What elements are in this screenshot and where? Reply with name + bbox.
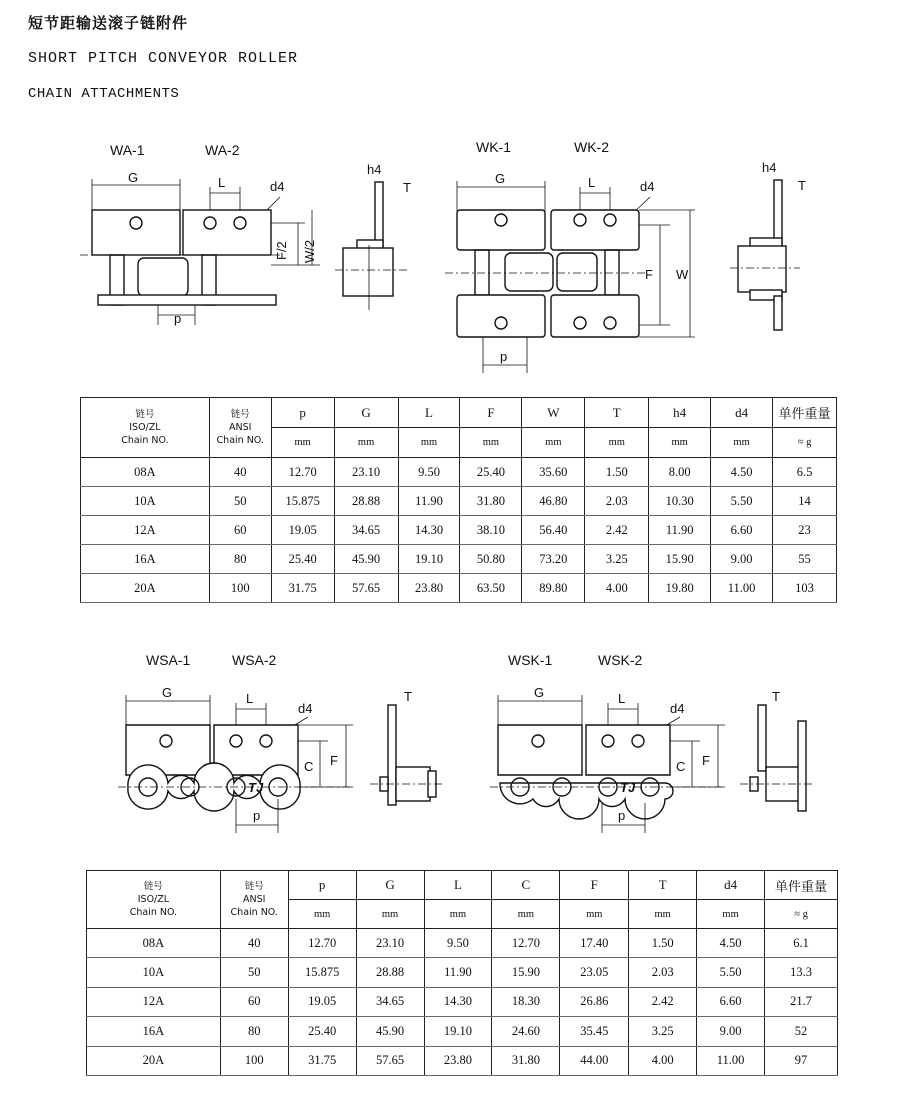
- dim-t: T: [798, 178, 806, 193]
- dim-f: F: [330, 753, 338, 768]
- table-cell: 34.65: [356, 987, 424, 1016]
- table-cell: 2.03: [629, 958, 697, 987]
- col-p: p: [271, 398, 334, 428]
- table-cell: 2.42: [585, 516, 649, 545]
- col-d4: d4: [697, 871, 765, 900]
- table-cell: 89.80: [522, 574, 585, 603]
- table-row: [81, 516, 837, 545]
- col-g: G: [334, 398, 398, 428]
- table-cell: 4.50: [711, 458, 773, 487]
- table-cell: 52: [765, 1017, 838, 1046]
- table-cell: 25.40: [271, 545, 334, 574]
- table-cell: 80: [220, 1017, 288, 1046]
- dim-g: G: [128, 170, 139, 185]
- table-cell: 9.50: [424, 929, 492, 958]
- unit: mm: [560, 900, 629, 929]
- table-cell: 8.00: [649, 458, 711, 487]
- dim-t: T: [772, 689, 780, 704]
- table-cell: 2.03: [585, 487, 649, 516]
- unit: mm: [356, 900, 424, 929]
- table-cell: 24.60: [492, 1017, 560, 1046]
- wsk-attachment-diagram: [490, 675, 735, 840]
- brand-tj: TJ: [248, 780, 264, 795]
- table-cell: 19.05: [288, 987, 356, 1016]
- table-cell: 23.05: [560, 958, 629, 987]
- unit: mm: [288, 900, 356, 929]
- dim-t: T: [404, 689, 412, 704]
- weight-unit: ≈ g: [765, 900, 838, 929]
- label-wsa1: WSA-1: [146, 652, 191, 668]
- dim-g: G: [534, 685, 545, 700]
- table-cell: 4.00: [629, 1046, 697, 1075]
- table-row: [87, 1046, 838, 1075]
- unit: mm: [424, 900, 492, 929]
- table-cell: 9.00: [697, 1017, 765, 1046]
- table-cell: 19.05: [271, 516, 334, 545]
- spec-table-wsa-wsk: [86, 870, 838, 1076]
- table-cell: 45.90: [334, 545, 398, 574]
- table-row: [87, 1017, 838, 1046]
- wsa-side-diagram: [370, 685, 450, 825]
- dim-p: p: [618, 808, 626, 823]
- table-row: [81, 458, 837, 487]
- page-title-en-line2: CHAIN ATTACHMENTS: [28, 86, 180, 102]
- table-row: [87, 929, 838, 958]
- table-cell: 08A: [81, 458, 210, 487]
- table-cell: 28.88: [334, 487, 398, 516]
- table-cell: 31.75: [271, 574, 334, 603]
- table-cell: 40: [220, 929, 288, 958]
- table-cell: 56.40: [522, 516, 585, 545]
- table-cell: 57.65: [356, 1046, 424, 1075]
- table-cell: 16A: [81, 545, 210, 574]
- table-cell: 23.80: [424, 1046, 492, 1075]
- unit: mm: [711, 428, 773, 458]
- table-cell: 50: [220, 958, 288, 987]
- table-cell: 45.90: [356, 1017, 424, 1046]
- table-cell: 57.65: [334, 574, 398, 603]
- unit: mm: [334, 428, 398, 458]
- table-row: [87, 958, 838, 987]
- header-chain-no: 链号 ISO/ZL Chain NO.: [87, 871, 221, 929]
- page-title-en-line1: SHORT PITCH CONVEYOR ROLLER: [28, 50, 299, 67]
- weight-unit: ≈ g: [773, 428, 837, 458]
- dim-d4: d4: [298, 701, 313, 716]
- table-cell: 12A: [81, 516, 210, 545]
- table-cell: 19.10: [424, 1017, 492, 1046]
- table-cell: 19.80: [649, 574, 711, 603]
- unit: mm: [271, 428, 334, 458]
- dim-l: L: [246, 691, 254, 706]
- dim-h4: h4: [762, 160, 777, 175]
- dim-t: T: [403, 180, 411, 195]
- table-row: [81, 574, 837, 603]
- header-chain-no: 链号 ISO/ZL Chain NO.: [81, 398, 210, 458]
- dim-d4: d4: [670, 701, 685, 716]
- dim-f2: F/2: [274, 241, 289, 260]
- label-wk1: WK-1: [476, 139, 511, 155]
- table-cell: 63.50: [460, 574, 522, 603]
- dim-p: p: [500, 349, 508, 364]
- label-wsa2: WSA-2: [232, 652, 277, 668]
- table-cell: 25.40: [460, 458, 522, 487]
- table-cell: 35.45: [560, 1017, 629, 1046]
- table-row: [81, 545, 837, 574]
- wa-attachment-diagram: [80, 165, 340, 325]
- table-row: [81, 487, 837, 516]
- unit: mm: [649, 428, 711, 458]
- table-cell: 23.10: [334, 458, 398, 487]
- unit: mm: [492, 900, 560, 929]
- col-f: F: [560, 871, 629, 900]
- wa-side-diagram: [335, 160, 415, 320]
- table-cell: 46.80: [522, 487, 585, 516]
- table-cell: 12A: [87, 987, 221, 1016]
- table-cell: 31.75: [288, 1046, 356, 1075]
- table-cell: 35.60: [522, 458, 585, 487]
- wsk-side-diagram: [740, 685, 820, 825]
- table-cell: 11.00: [697, 1046, 765, 1075]
- unit: mm: [460, 428, 522, 458]
- table-cell: 6.1: [765, 929, 838, 958]
- table-cell: 40: [209, 458, 271, 487]
- dim-d4: d4: [640, 179, 655, 194]
- table-row: [87, 987, 838, 1016]
- table-cell: 6.60: [711, 516, 773, 545]
- unit: mm: [629, 900, 697, 929]
- label-wsk2: WSK-2: [598, 652, 643, 668]
- table-cell: 97: [765, 1046, 838, 1075]
- table-cell: 14: [773, 487, 837, 516]
- unit: mm: [398, 428, 460, 458]
- col-h4: h4: [649, 398, 711, 428]
- table-cell: 18.30: [492, 987, 560, 1016]
- dim-c: C: [304, 759, 314, 774]
- table-cell: 12.70: [492, 929, 560, 958]
- dim-l: L: [618, 691, 626, 706]
- table-cell: 15.875: [271, 487, 334, 516]
- col-t: T: [585, 398, 649, 428]
- label-wa1: WA-1: [110, 142, 145, 158]
- col-t: T: [629, 871, 697, 900]
- col-l: L: [398, 398, 460, 428]
- col-w: W: [522, 398, 585, 428]
- table-cell: 10A: [87, 958, 221, 987]
- table-cell: 13.3: [765, 958, 838, 987]
- table-cell: 11.00: [711, 574, 773, 603]
- table-cell: 10A: [81, 487, 210, 516]
- table-cell: 100: [209, 574, 271, 603]
- dim-d4: d4: [270, 179, 285, 194]
- header-ansi: 链号 ANSI Chain NO.: [220, 871, 288, 929]
- col-f: F: [460, 398, 522, 428]
- table-cell: 31.80: [460, 487, 522, 516]
- table-cell: 20A: [87, 1046, 221, 1075]
- table-cell: 23.10: [356, 929, 424, 958]
- table-cell: 5.50: [697, 958, 765, 987]
- label-wsk1: WSK-1: [508, 652, 553, 668]
- table-cell: 15.875: [288, 958, 356, 987]
- table-cell: 4.00: [585, 574, 649, 603]
- table-cell: 23: [773, 516, 837, 545]
- dim-p: p: [174, 311, 182, 326]
- table-cell: 14.30: [424, 987, 492, 1016]
- table-cell: 15.90: [649, 545, 711, 574]
- dim-h4: h4: [367, 162, 382, 177]
- col-c: C: [492, 871, 560, 900]
- table-cell: 21.7: [765, 987, 838, 1016]
- dim-g: G: [162, 685, 173, 700]
- col-weight: 单件重量: [765, 871, 838, 900]
- col-weight: 单件重量: [773, 398, 837, 428]
- brand-tj: TJ: [620, 780, 636, 795]
- table-cell: 1.50: [629, 929, 697, 958]
- col-p: p: [288, 871, 356, 900]
- table-cell: 3.25: [585, 545, 649, 574]
- dim-l: L: [588, 175, 596, 190]
- dim-f: F: [702, 753, 710, 768]
- table-cell: 6.5: [773, 458, 837, 487]
- table-cell: 11.90: [398, 487, 460, 516]
- spec-table-wa-wk: [80, 397, 837, 603]
- table-cell: 103: [773, 574, 837, 603]
- table-cell: 9.00: [711, 545, 773, 574]
- table-cell: 6.60: [697, 987, 765, 1016]
- dim-l: L: [218, 175, 226, 190]
- table-cell: 15.90: [492, 958, 560, 987]
- table-cell: 50: [209, 487, 271, 516]
- table-cell: 60: [209, 516, 271, 545]
- col-g: G: [356, 871, 424, 900]
- table-cell: 73.20: [522, 545, 585, 574]
- table-cell: 17.40: [560, 929, 629, 958]
- wk-side-diagram: [730, 158, 820, 338]
- col-d4: d4: [711, 398, 773, 428]
- table-cell: 10.30: [649, 487, 711, 516]
- table-cell: 9.50: [398, 458, 460, 487]
- table-cell: 80: [209, 545, 271, 574]
- table-cell: 08A: [87, 929, 221, 958]
- table-cell: 19.10: [398, 545, 460, 574]
- dim-c: C: [676, 759, 686, 774]
- table-cell: 11.90: [649, 516, 711, 545]
- table-cell: 38.10: [460, 516, 522, 545]
- table-cell: 31.80: [492, 1046, 560, 1075]
- dim-f: F: [645, 267, 653, 282]
- table-cell: 50.80: [460, 545, 522, 574]
- dim-w2: W/2: [302, 239, 317, 263]
- table-cell: 44.00: [560, 1046, 629, 1075]
- table-cell: 12.70: [271, 458, 334, 487]
- table-cell: 20A: [81, 574, 210, 603]
- table-cell: 3.25: [629, 1017, 697, 1046]
- table-cell: 4.50: [697, 929, 765, 958]
- wsa-attachment-diagram: [118, 675, 363, 840]
- label-wa2: WA-2: [205, 142, 240, 158]
- table-cell: 5.50: [711, 487, 773, 516]
- header-ansi: 链号 ANSI Chain NO.: [209, 398, 271, 458]
- table-cell: 14.30: [398, 516, 460, 545]
- dim-g: G: [495, 171, 506, 186]
- unit: mm: [697, 900, 765, 929]
- unit: mm: [522, 428, 585, 458]
- table-cell: 23.80: [398, 574, 460, 603]
- table-cell: 11.90: [424, 958, 492, 987]
- dim-w: W: [676, 267, 689, 282]
- table-cell: 60: [220, 987, 288, 1016]
- label-wk2: WK-2: [574, 139, 609, 155]
- table-cell: 25.40: [288, 1017, 356, 1046]
- dim-p: p: [253, 808, 261, 823]
- page-title-cn: 短节距输送滚子链附件: [28, 14, 189, 32]
- table-cell: 12.70: [288, 929, 356, 958]
- table-cell: 16A: [87, 1017, 221, 1046]
- table-cell: 28.88: [356, 958, 424, 987]
- table-cell: 26.86: [560, 987, 629, 1016]
- col-l: L: [424, 871, 492, 900]
- table-cell: 2.42: [629, 987, 697, 1016]
- unit: mm: [585, 428, 649, 458]
- wk-attachment-diagram: [445, 165, 715, 375]
- table-cell: 55: [773, 545, 837, 574]
- table-cell: 1.50: [585, 458, 649, 487]
- table-cell: 34.65: [334, 516, 398, 545]
- table-cell: 100: [220, 1046, 288, 1075]
